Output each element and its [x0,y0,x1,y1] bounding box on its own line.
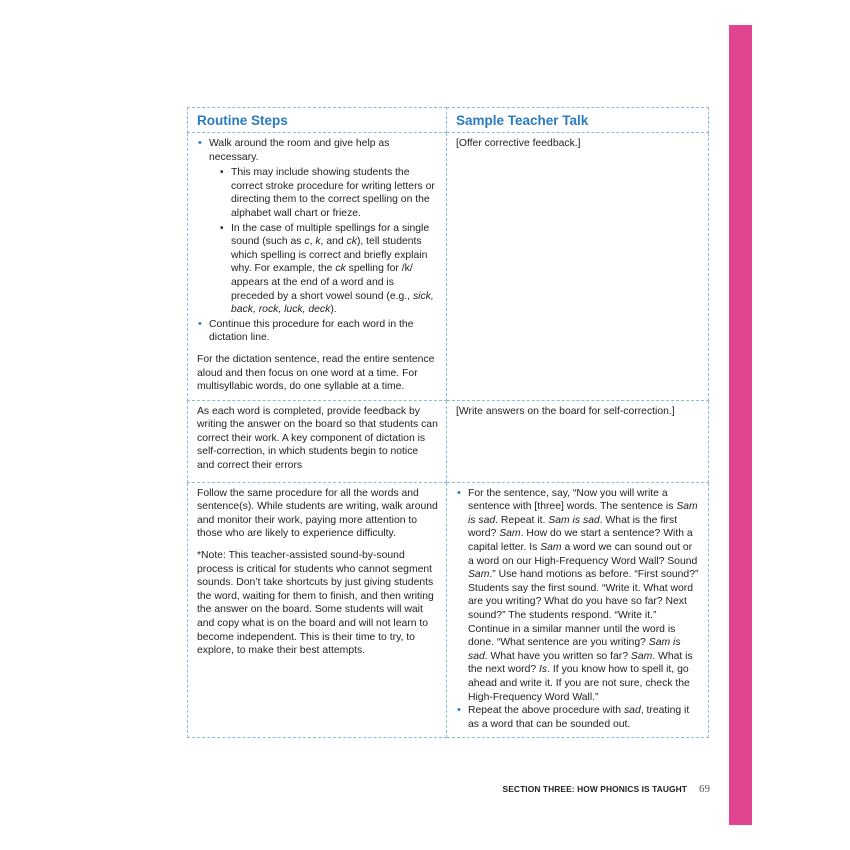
routine-steps-cell [188,482,447,738]
table-row [188,400,709,482]
paragraph: Follow the same procedure for all the words and sentence(s). While students are writing, walk around and monitor their work, paying more attention to those who are likely to experience difficulty. [197,487,438,540]
step-text: In the case of multiple spellings for a single sound (such as [231,222,430,248]
table-header-row [188,108,709,133]
italic-text: sick, back, rock, luck, deck [231,290,434,316]
step-text: , and [320,236,347,248]
italic-text: Sam [540,542,562,554]
routine-steps-cell [188,133,447,401]
italic-text: Sam [468,569,490,581]
step-text: , [309,236,316,248]
italic-text: Sam is sad [548,514,600,526]
page-footer [490,779,710,797]
talk-text: . What have you written so far? [484,650,631,662]
teacher-talk-cell [447,482,709,738]
italic-text: Sam is sad [468,637,681,662]
italic-text: k [315,236,321,248]
teacher-talk-cell [447,400,709,482]
step-text: spelling for /k/ appears at the end of a word and is preceded by a short vowel sound (e.g., [231,263,413,302]
italic-text: Sam is sad [468,501,698,526]
talk-list [456,487,700,732]
italic-text: c [304,236,310,248]
header-sample-teacher-talk: Sample Teacher Talk [447,108,709,133]
italic-text: sad [623,705,641,717]
talk-text: Repeat the above procedure with [468,705,624,717]
italic-text: Sam [499,528,521,540]
list-item [197,137,438,317]
section-color-tab [729,25,752,825]
routine-table [187,107,709,738]
talk-text: . If you know how to spell it, go ahead and write it. If you are not sure, check the High-Frequency Word Wall.” [468,664,690,703]
table-row [188,133,709,401]
talk-text: .” Use hand motions as before. “First sound?” Students say the first sound. “Write it. What word are you writing? What do you have so far? Next sound?” The students respond. “Write it.” Continue in a similar manner until the word is done. “What sentence are you writing? [468,569,699,649]
talk-text: For the sentence, say, “Now you will write a sentence with [three] words. The sentence is [468,487,677,513]
list-item [219,222,438,317]
list-item [197,318,438,345]
talk-text: . Repeat it. [495,514,549,526]
teacher-talk-cell [447,133,709,401]
talk-text: . How do we start a sentence? With a capital letter. Is [468,528,693,554]
table-row [188,482,709,738]
routine-steps-cell [188,400,447,482]
list-item [219,166,438,220]
step-text: ), tell students which spelling is correct and briefly explain why. For example, the [231,236,428,275]
italic-text: Is [539,664,548,676]
paragraph: For the dictation sentence, read the entire sentence aloud and then focus on one word at a time. For multisyllabic words, do one syllable at a time. [197,353,435,393]
italic-text: ck [346,236,357,248]
paragraph: As each word is completed, provide feedback by writing the answer on the board so that students can correct their work. A key component of dictation is self-correction, in which students begin to notice and correct their errors [197,405,438,472]
paragraph: [Write answers on the board for self-correction.] [456,405,675,417]
step-text: ). [330,304,337,316]
sub-list [219,166,438,317]
italic-text: ck [335,263,346,275]
talk-text: a word we can sound out or a word on our High-Frequency Word Wall? Sound [468,542,698,567]
list-item [456,704,700,731]
header-routine-steps: Routine Steps [188,108,447,133]
step-text: This may include showing students the correct stroke procedure for writing letters or directing them to the correct spelling on the alphabet wall chart or frieze. [231,167,435,219]
step-text: Continue this procedure for each word in the dictation line. [209,318,414,344]
italic-text: Sam [630,650,653,662]
page-number: 69 [699,783,710,795]
talk-text: , treating it as a word that can be sounded out. [468,705,690,730]
step-text: Walk around the room and give help as necessary. [209,138,390,163]
talk-text: . What is the next word? [468,650,693,676]
talk-text: . What is the first word? [468,514,678,540]
paragraph: [Offer corrective feedback.] [456,138,581,149]
steps-list [197,137,438,345]
list-item [456,487,700,705]
section-title: SECTION THREE: HOW PHONICS IS TAUGHT [502,784,687,794]
paragraph: *Note: This teacher-assisted sound-by-sound process is critical for students who cannot segment sounds. Don’t take shortcuts by just giving students the word, waiting for them to finish, and then writing the answer on the board. Some students will wait and copy what is on the board and will not learn to become independent. This is their time to try, to explore, to make their best attempts. [197,550,434,657]
